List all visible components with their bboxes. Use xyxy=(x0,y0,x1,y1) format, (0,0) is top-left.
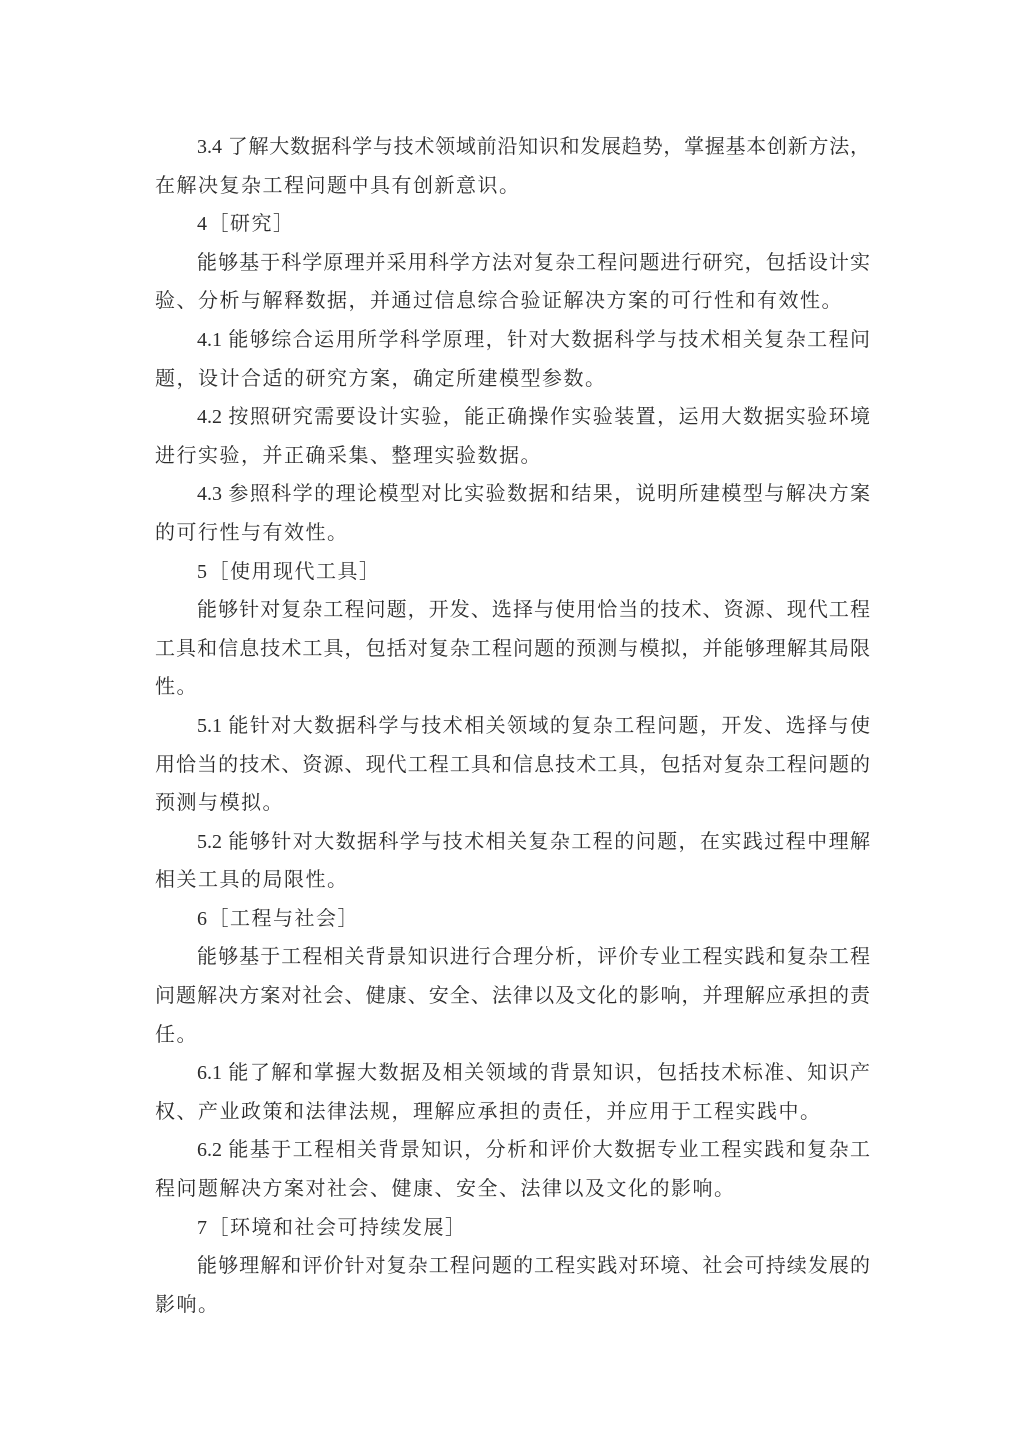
text-line: 任。 xyxy=(155,1023,198,1046)
text-line: 在解决复杂工程问题中具有创新意识。 xyxy=(155,174,521,197)
text-line: 能够基于工程相关背景知识进行合理分析，评价专业工程实践和复杂工程 xyxy=(197,946,870,969)
text-line: 6.2 能基于工程相关背景知识，分析和评价大数据专业工程实践和复杂工 xyxy=(197,1139,870,1162)
text-line: 预测与模拟。 xyxy=(155,792,284,815)
text-line: 程问题解决方案对社会、健康、安全、法律以及文化的影响。 xyxy=(155,1178,736,1201)
text-line: 能够针对复杂工程问题，开发、选择与使用恰当的技术、资源、现代工程 xyxy=(197,599,870,622)
text-line: 问题解决方案对社会、健康、安全、法律以及文化的影响，并理解应承担的责 xyxy=(155,985,870,1008)
text-line: 相关工具的局限性。 xyxy=(155,869,349,892)
text-line: 性。 xyxy=(155,676,198,699)
text-line: 4［研究］ xyxy=(197,213,295,236)
text-line: 用恰当的技术、资源、现代工程工具和信息技术工具，包括对复杂工程问题的 xyxy=(155,753,870,776)
text-line: 4.3 参照科学的理论模型对比实验数据和结果，说明所建模型与解决方案 xyxy=(197,483,870,506)
text-line: 3.4 了解大数据科学与技术领域前沿知识和发展趋势，掌握基本创新方法， xyxy=(197,136,870,158)
text-line: 7［环境和社会可持续发展］ xyxy=(197,1216,467,1239)
text-line: 题，设计合适的研究方案，确定所建模型参数。 xyxy=(155,367,607,390)
text-line: 验、分析与解释数据，并通过信息综合验证解决方案的可行性和有效性。 xyxy=(155,290,843,313)
text-line: 能够理解和评价针对复杂工程问题的工程实践对环境、社会可持续发展的 xyxy=(197,1255,870,1278)
document-text-block xyxy=(155,128,870,1324)
text-line: 5.1 能针对大数据科学与技术相关领域的复杂工程问题，开发、选择与使 xyxy=(197,714,870,737)
text-line: 的可行性与有效性。 xyxy=(155,521,349,544)
text-line: 5［使用现代工具］ xyxy=(197,560,381,583)
text-line: 4.1 能够综合运用所学科学原理，针对大数据科学与技术相关复杂工程问 xyxy=(197,328,870,351)
text-line: 6［工程与社会］ xyxy=(197,907,359,930)
text-line: 影响。 xyxy=(155,1293,220,1316)
text-line: 5.2 能够针对大数据科学与技术相关复杂工程的问题，在实践过程中理解 xyxy=(197,830,870,853)
text-line: 工具和信息技术工具，包括对复杂工程问题的预测与模拟，并能够理解其局限 xyxy=(155,637,870,660)
text-line: 能够基于科学原理并采用科学方法对复杂工程问题进行研究，包括设计实 xyxy=(197,251,870,274)
text-line: 进行实验，并正确采集、整理实验数据。 xyxy=(155,444,542,467)
text-line: 6.1 能了解和掌握大数据及相关领域的背景知识，包括技术标准、知识产 xyxy=(197,1062,870,1085)
text-line: 权、产业政策和法律法规，理解应承担的责任，并应用于工程实践中。 xyxy=(155,1100,822,1123)
text-line: 4.2 按照研究需要设计实验，能正确操作实验装置，运用大数据实验环境 xyxy=(197,406,870,429)
